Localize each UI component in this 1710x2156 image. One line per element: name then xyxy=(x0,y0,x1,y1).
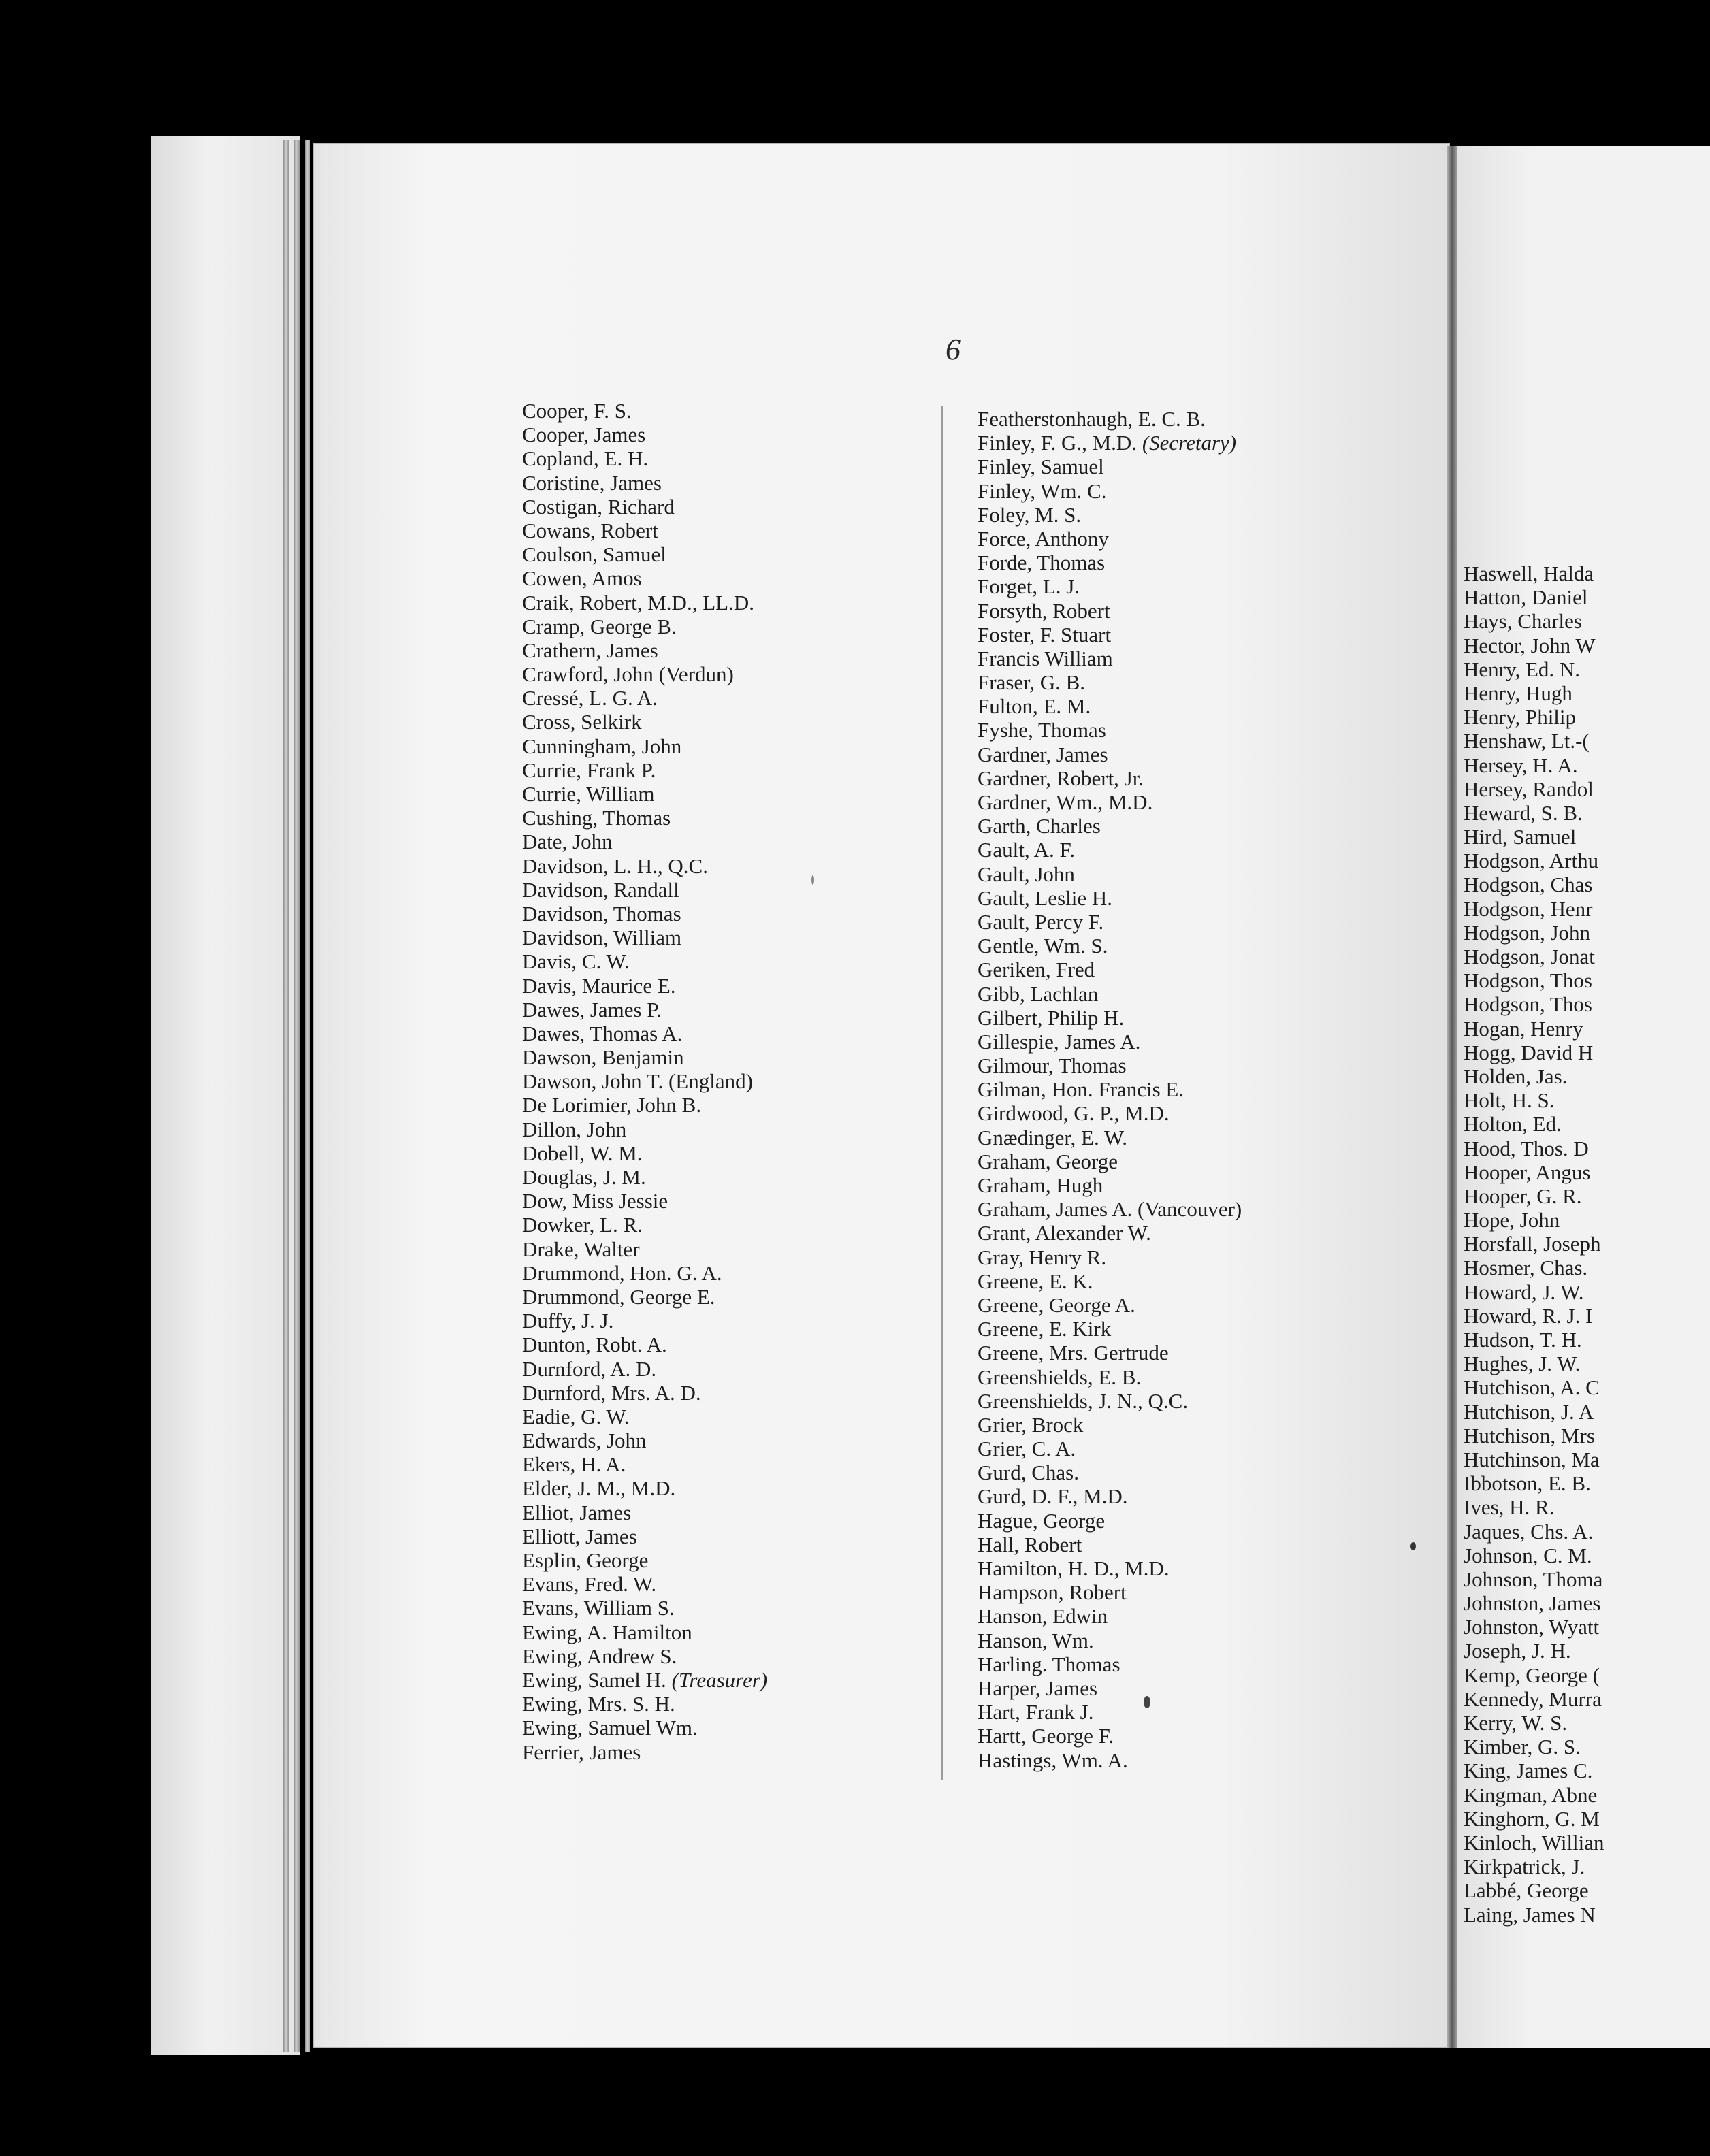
member-entry: Currie, William xyxy=(522,782,655,806)
member-entry: Cross, Selkirk xyxy=(522,710,642,734)
member-entry: Kerry, W. S. xyxy=(1464,1711,1568,1735)
member-entry: Hird, Samuel xyxy=(1464,825,1577,849)
member-entry xyxy=(978,431,1242,455)
member-entry: Gillespie, James A. xyxy=(978,1029,1141,1054)
member-entry: Holden, Jas. xyxy=(1464,1064,1568,1088)
member-entry: Dawson, John T. (England) xyxy=(522,1069,753,1094)
member-entry: Ekers, H. A. xyxy=(522,1452,626,1477)
member-entry: Gurd, D. F., M.D. xyxy=(978,1484,1128,1509)
column-divider xyxy=(941,406,943,1780)
member-entry: Greene, George A. xyxy=(978,1292,1135,1317)
member-role: (Secretary) xyxy=(1142,431,1237,455)
member-entry: Davis, C. W. xyxy=(522,949,630,974)
member-entry: Hutchinson, Ma xyxy=(1464,1447,1600,1471)
member-entry: Hays, Charles xyxy=(1464,609,1582,634)
member-entry: Hastings, Wm. A. xyxy=(978,1748,1128,1772)
member-entry: Hodgson, Arthu xyxy=(1464,849,1599,873)
member-entry: Dowker, L. R. xyxy=(522,1213,643,1237)
member-entry: Fraser, G. B. xyxy=(978,670,1086,695)
member-entry: Gault, Leslie H. xyxy=(978,885,1113,910)
member-entry: Force, Anthony xyxy=(978,526,1109,551)
member-entry: Cooper, James xyxy=(522,423,646,447)
member-entry: Gardner, Robert, Jr. xyxy=(978,766,1144,790)
member-entry: Hodgson, Henr xyxy=(1464,896,1593,921)
member-entry: Dow, Miss Jessie xyxy=(522,1189,668,1213)
member-entry: Costigan, Richard xyxy=(522,494,675,519)
right-page xyxy=(1457,146,1710,2048)
member-entry: Cowen, Amos xyxy=(522,566,642,591)
member-entry: De Lorimier, John B. xyxy=(522,1093,702,1117)
member-entry: Henry, Ed. N. xyxy=(1464,657,1581,681)
member-entry: Gilman, Hon. Francis E. xyxy=(978,1077,1184,1102)
film-speck xyxy=(1410,1542,1416,1550)
member-entry: Hart, Frank J. xyxy=(978,1700,1094,1725)
member-entry: Davidson, Randall xyxy=(522,877,679,902)
member-entry: Gilmour, Thomas xyxy=(978,1054,1127,1078)
stacked-page-edge xyxy=(294,140,300,2052)
member-entry: Currie, Frank P. xyxy=(522,757,656,782)
member-entry: Hampson, Robert xyxy=(978,1580,1127,1605)
member-entry: Hudson, T. H. xyxy=(1464,1328,1582,1352)
member-entry: Henry, Philip xyxy=(1464,705,1577,730)
member-entry: Finley, Wm. C. xyxy=(978,478,1107,503)
film-speck xyxy=(811,875,814,885)
member-entry: Copland, E. H. xyxy=(522,446,649,471)
member-entry: Hodgson, Chas xyxy=(1464,872,1593,897)
member-entry: Esplin, George xyxy=(522,1548,649,1572)
member-entry: Cressé, L. G. A. xyxy=(522,686,658,710)
member-entry: Hutchison, A. C xyxy=(1464,1375,1600,1400)
member-entry: Girdwood, G. P., M.D. xyxy=(978,1101,1169,1126)
member-entry: Hooper, Angus xyxy=(1464,1160,1591,1184)
member-entry: Hatton, Daniel xyxy=(1464,585,1588,610)
member-entry: Holt, H. S. xyxy=(1464,1088,1555,1113)
member-entry: Kinghorn, G. M xyxy=(1464,1806,1600,1831)
member-entry: Francis William xyxy=(978,646,1113,670)
member-entry: Hutchison, Mrs xyxy=(1464,1423,1595,1448)
member-entry: Drummond, Hon. G. A. xyxy=(522,1260,722,1285)
member-entry: Hamilton, H. D., M.D. xyxy=(978,1556,1169,1580)
member-entry: Johnson, Thoma xyxy=(1464,1567,1603,1591)
member-entry: Hodgson, John xyxy=(1464,920,1591,945)
member-entry: Douglas, J. M. xyxy=(522,1165,646,1189)
member-entry: Cowans, Robert xyxy=(522,518,658,542)
member-entry: Durnford, Mrs. A. D. xyxy=(522,1380,701,1405)
member-entry: Haswell, Halda xyxy=(1464,561,1594,585)
member-entry: Johnston, James xyxy=(1464,1591,1601,1616)
member-entry: Harling. Thomas xyxy=(978,1652,1120,1676)
page-edge-margin xyxy=(151,136,300,2055)
member-entry: Henry, Hugh xyxy=(1464,681,1572,705)
member-list-column-3 xyxy=(1464,561,1604,1927)
member-entry: Eadie, G. W. xyxy=(522,1404,630,1428)
member-entry: Kirkpatrick, J. xyxy=(1464,1855,1585,1879)
member-entry: Gilbert, Philip H. xyxy=(978,1005,1125,1030)
member-entry: Garth, Charles xyxy=(978,814,1101,838)
member-entry: Hood, Thos. D xyxy=(1464,1136,1589,1160)
member-entry: Cunningham, John xyxy=(522,734,682,758)
member-entry: Hosmer, Chas. xyxy=(1464,1256,1588,1280)
member-entry: Ibbotson, E. B. xyxy=(1464,1471,1591,1496)
member-entry: Dunton, Robt. A. xyxy=(522,1333,667,1357)
member-entry: Crathern, James xyxy=(522,638,658,662)
member-entry: Edwards, John xyxy=(522,1428,647,1453)
member-entry: Johnston, Wyatt xyxy=(1464,1615,1600,1639)
member-entry: Kennedy, Murra xyxy=(1464,1686,1602,1711)
member-entry: Gault, Percy F. xyxy=(978,909,1104,934)
member-entry: Drake, Walter xyxy=(522,1237,640,1261)
member-entry: Gurd, Chas. xyxy=(978,1460,1079,1485)
member-entry: Kinloch, Willian xyxy=(1464,1830,1604,1855)
member-entry: Greenshields, E. B. xyxy=(978,1365,1142,1389)
member-entry: Graham, James A. (Vancouver) xyxy=(978,1197,1242,1222)
member-entry: Ewing, Mrs. S. H. xyxy=(522,1692,675,1716)
stacked-page-edge xyxy=(305,140,310,2052)
member-entry: Gault, John xyxy=(978,862,1075,886)
member-entry: Davidson, William xyxy=(522,926,682,950)
member-entry: Gardner, Wm., M.D. xyxy=(978,790,1153,814)
member-entry: Jaques, Chs. A. xyxy=(1464,1519,1594,1544)
member-entry: Forde, Thomas xyxy=(978,551,1106,575)
member-entry: Kemp, George ( xyxy=(1464,1663,1600,1687)
member-entry: Evans, William S. xyxy=(522,1596,675,1620)
page-number: 6 xyxy=(946,333,961,366)
member-entry: Labbé, George xyxy=(1464,1878,1589,1903)
member-list-column-2 xyxy=(978,407,1242,1772)
member-entry: Davidson, Thomas xyxy=(522,901,681,926)
member-entry: Greenshields, J. N., Q.C. xyxy=(978,1388,1189,1413)
member-entry: Graham, Hugh xyxy=(978,1173,1103,1197)
member-entry: Finley, Samuel xyxy=(978,455,1104,479)
member-entry: Hooper, G. R. xyxy=(1464,1183,1582,1208)
member-entry: King, James C. xyxy=(1464,1759,1593,1783)
member-entry: Dawson, Benjamin xyxy=(522,1045,684,1070)
member-entry: Ferrier, James xyxy=(522,1740,641,1764)
member-entry: Hutchison, J. A xyxy=(1464,1399,1594,1424)
member-entry: Kingman, Abne xyxy=(1464,1782,1598,1807)
member-entry: Cramp, George B. xyxy=(522,614,677,638)
stacked-page-edge xyxy=(283,140,289,2052)
member-entry xyxy=(522,1668,767,1692)
member-entry: Craik, Robert, M.D., LL.D. xyxy=(522,590,754,615)
member-entry: Hartt, George F. xyxy=(978,1724,1114,1748)
member-entry: Elliot, James xyxy=(522,1500,632,1524)
member-entry: Dillon, John xyxy=(522,1117,627,1141)
member-entry: Forget, L. J. xyxy=(978,574,1080,599)
member-entry: Grant, Alexander W. xyxy=(978,1221,1151,1245)
member-entry: Ewing, A. Hamilton xyxy=(522,1620,692,1644)
member-entry: Laing, James N xyxy=(1464,1902,1596,1927)
member-entry: Ewing, Samuel Wm. xyxy=(522,1716,698,1740)
member-entry: Forsyth, Robert xyxy=(978,598,1110,623)
member-entry: Greene, E. Kirk xyxy=(978,1317,1112,1341)
member-entry: Harper, James xyxy=(978,1676,1098,1700)
film-border xyxy=(0,2055,1710,2156)
member-entry: Holton, Ed. xyxy=(1464,1112,1562,1137)
member-entry: Johnson, C. M. xyxy=(1464,1543,1592,1567)
member-entry: Drummond, George E. xyxy=(522,1284,715,1309)
member-entry: Foley, M. S. xyxy=(978,502,1082,527)
member-entry: Kimber, G. S. xyxy=(1464,1735,1581,1759)
member-entry: Date, John xyxy=(522,830,613,854)
member-entry: Gardner, James xyxy=(978,742,1108,766)
member-entry: Howard, J. W. xyxy=(1464,1279,1584,1304)
member-entry: Heward, S. B. xyxy=(1464,800,1583,825)
member-entry: Davis, Maurice E. xyxy=(522,973,676,998)
book-gutter xyxy=(1447,146,1457,2048)
member-entry: Hodgson, Jonat xyxy=(1464,945,1595,968)
member-entry: Hughes, J. W. xyxy=(1464,1352,1581,1376)
member-entry: Hanson, Wm. xyxy=(978,1628,1094,1652)
member-name: Ewing, Samel H. xyxy=(522,1667,666,1692)
member-entry: Greene, Mrs. Gertrude xyxy=(978,1341,1169,1365)
member-entry: Coristine, James xyxy=(522,470,662,495)
member-entry: Hanson, Edwin xyxy=(978,1604,1108,1629)
member-role: (Treasurer) xyxy=(671,1667,768,1692)
member-entry: Greene, E. K. xyxy=(978,1269,1093,1293)
member-entry: Hope, John xyxy=(1464,1208,1560,1232)
member-entry: Ewing, Andrew S. xyxy=(522,1644,677,1668)
member-entry: Dawes, James P. xyxy=(522,997,662,1022)
member-entry: Davidson, L. H., Q.C. xyxy=(522,853,708,878)
member-entry: Crawford, John (Verdun) xyxy=(522,662,734,687)
member-entry: Geriken, Fred xyxy=(978,958,1095,982)
member-entry: Fyshe, Thomas xyxy=(978,718,1106,742)
member-entry: Howard, R. J. I xyxy=(1464,1303,1593,1328)
member-entry: Coulson, Samuel xyxy=(522,542,666,567)
member-entry: Hersey, Randol xyxy=(1464,777,1594,801)
member-entry: Dobell, W. M. xyxy=(522,1141,643,1165)
member-entry: Hersey, H. A. xyxy=(1464,753,1578,777)
member-entry: Dawes, Thomas A. xyxy=(522,1021,683,1045)
member-entry: Hague, George xyxy=(978,1508,1106,1533)
member-entry: Gray, Henry R. xyxy=(978,1245,1107,1269)
member-entry: Hodgson, Thos xyxy=(1464,992,1592,1017)
member-entry: Durnford, A. D. xyxy=(522,1356,657,1381)
member-entry: Evans, Fred. W. xyxy=(522,1572,657,1597)
member-entry: Fulton, E. M. xyxy=(978,694,1091,719)
member-entry: Elliott, James xyxy=(522,1524,637,1548)
member-entry: Hogan, Henry xyxy=(1464,1016,1583,1041)
member-entry: Hall, Robert xyxy=(978,1532,1082,1556)
member-entry: Foster, F. Stuart xyxy=(978,622,1112,647)
member-entry: Gentle, Wm. S. xyxy=(978,934,1108,958)
member-entry: Hector, John W xyxy=(1464,633,1596,657)
film-speck xyxy=(1144,1696,1150,1708)
member-entry: Joseph, J. H. xyxy=(1464,1639,1571,1663)
member-entry: Ives, H. R. xyxy=(1464,1495,1555,1520)
left-page xyxy=(313,143,1450,2048)
member-entry: Henshaw, Lt.-( xyxy=(1464,729,1590,753)
member-entry: Grier, Brock xyxy=(978,1412,1084,1437)
member-entry: Duffy, J. J. xyxy=(522,1309,614,1333)
member-entry: Hodgson, Thos xyxy=(1464,968,1592,993)
member-name: Finley, F. G., M.D. xyxy=(978,431,1138,455)
member-entry: Featherstonhaugh, E. C. B. xyxy=(978,407,1206,431)
member-entry: Hogg, David H xyxy=(1464,1040,1594,1064)
member-entry: Cushing, Thomas xyxy=(522,806,671,830)
member-entry: Gnædinger, E. W. xyxy=(978,1125,1128,1149)
member-entry: Cooper, F. S. xyxy=(522,399,632,423)
member-list-column-1 xyxy=(522,399,767,1764)
member-entry: Elder, J. M., M.D. xyxy=(522,1476,676,1501)
member-entry: Graham, George xyxy=(978,1149,1118,1173)
member-entry: Grier, C. A. xyxy=(978,1437,1076,1461)
member-entry: Gault, A. F. xyxy=(978,838,1076,862)
member-entry: Horsfall, Joseph xyxy=(1464,1232,1601,1256)
member-entry: Gibb, Lachlan xyxy=(978,981,1099,1006)
